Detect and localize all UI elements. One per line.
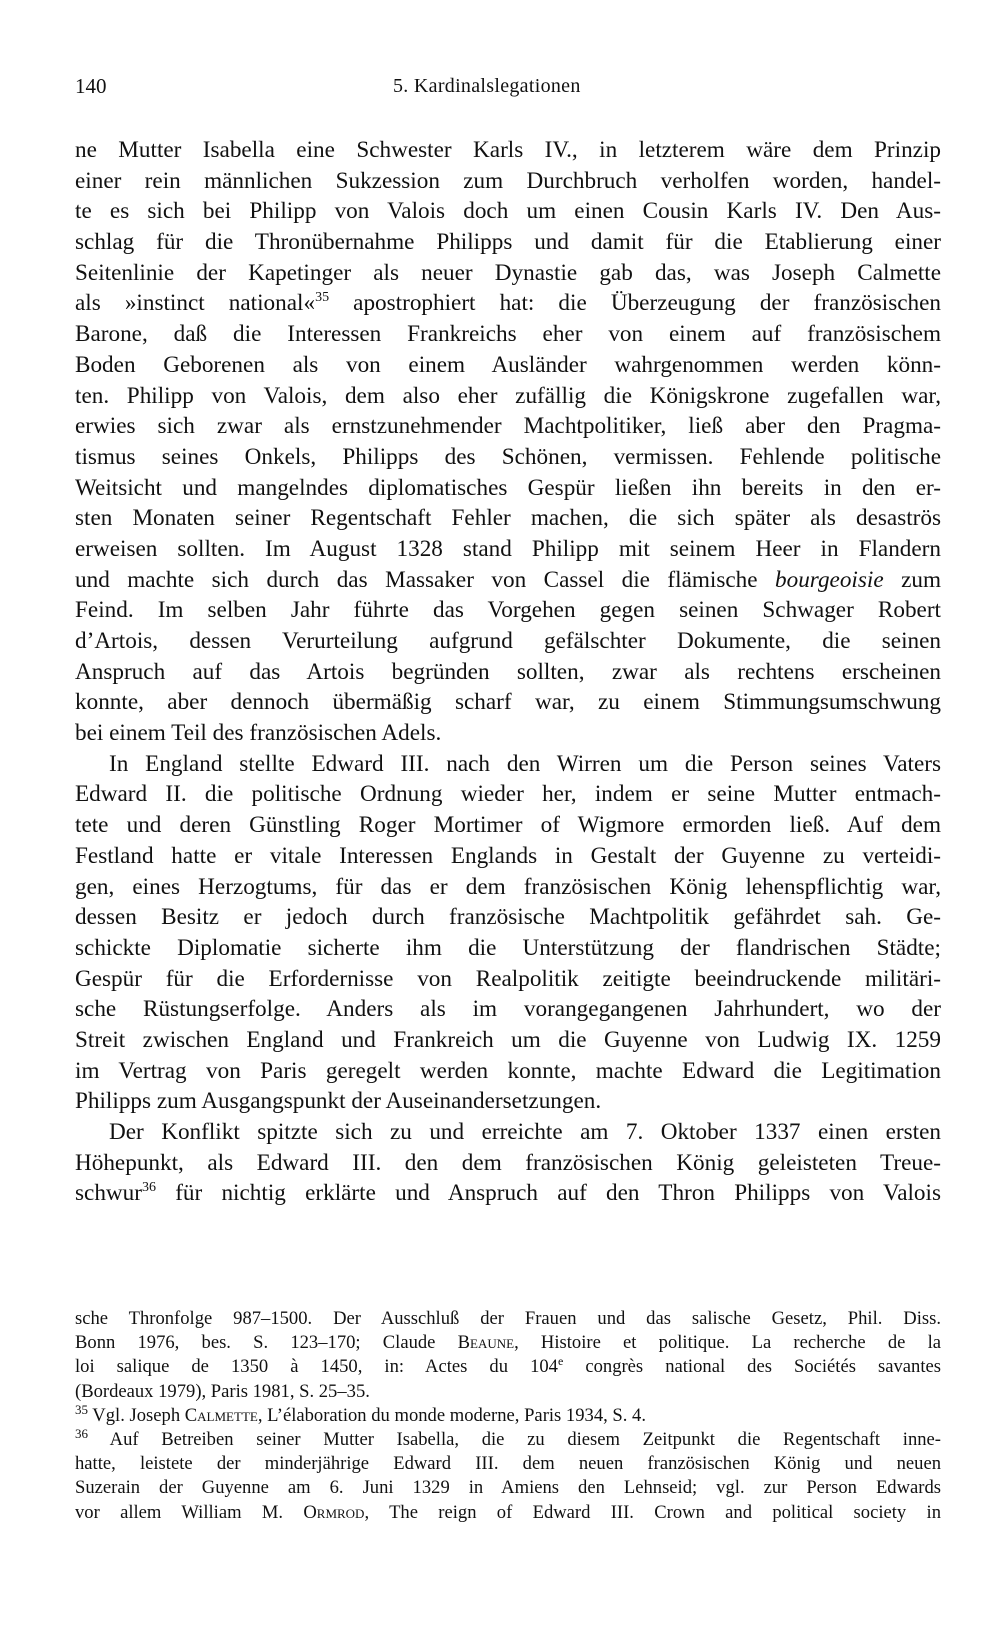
text-line: konnte, aber dennoch übermäßig scharf war, zu einem Stimmungsumschwung bbox=[75, 689, 941, 716]
footnote-text: Bonn 1976, bes. S. 123–170; Claude bbox=[75, 1332, 458, 1354]
text-line: erweisen sollten. Im August 1328 stand Philipp mit seinem Heer in Flandern bbox=[75, 535, 941, 562]
footnote-text: hatte, leistete der minderjährige Edward III. dem neuen französischen König und neuen bbox=[75, 1453, 941, 1475]
text-line: schlag für die Thronübernahme Philipps und damit für die Etablierung einer bbox=[75, 229, 941, 256]
footnote-line bbox=[75, 1425, 941, 1452]
page-number: 140 bbox=[75, 74, 107, 98]
footnote-ref: 36 bbox=[141, 1180, 156, 1196]
text-line: Boden Geborenen als von einem Ausländer wahrgenommen werden könn- bbox=[75, 351, 941, 378]
footnote-text: vor allem William M. bbox=[75, 1501, 304, 1523]
text-line: schickte Diplomatie sicherte ihm die Unterstützung der flandrischen Städte; bbox=[75, 934, 941, 961]
text-line: Feind. Im selben Jahr führte das Vorgehen gegen seinen Schwager Robert bbox=[75, 597, 941, 624]
footnote-line bbox=[75, 1331, 941, 1355]
page-header bbox=[75, 74, 941, 104]
author-name: Beaune bbox=[457, 1332, 515, 1354]
text-line: erwies sich zwar als ernstzunehmender Machtpolitiker, ließ aber den Pragma- bbox=[75, 413, 941, 440]
text-line: Gespür für die Erfordernisse von Realpolitik zeitigte beeindruckende militäri- bbox=[75, 965, 941, 992]
text-line: Weitsicht und mangelndes diplomatisches Gespür ließen ihn bereits in den er- bbox=[75, 474, 941, 501]
footnote-text: congrès national des Sociétés savantes bbox=[563, 1356, 941, 1378]
footnote-number: 36 bbox=[75, 1425, 88, 1441]
text-line: Barone, daß die Interessen Frankreichs eher von einem auf französischem bbox=[75, 321, 941, 348]
footnote-line bbox=[75, 1501, 941, 1525]
superscript: e bbox=[557, 1354, 564, 1369]
footnote-ref: 35 bbox=[315, 290, 330, 306]
footnote-text: , The reign of Edward III. Crown and political society in bbox=[364, 1501, 941, 1523]
main-text bbox=[75, 135, 941, 1209]
text-line: gen, eines Herzogtums, für das er dem französischen König lehenspflichtig war, bbox=[75, 873, 941, 900]
footnote-number: 35 bbox=[75, 1401, 88, 1417]
footnote-line bbox=[75, 1452, 941, 1476]
text-line: Der Konflikt spitzte sich zu und erreichte am 7. Oktober 1337 einen ersten bbox=[109, 1119, 941, 1145]
footnote-line bbox=[75, 1476, 941, 1500]
text-line: einer rein männlichen Sukzession zum Durchbruch verholfen worden, handel- bbox=[75, 167, 941, 194]
text-line: dessen Besitz er jedoch durch französische Machtpolitik gefährdet sah. Ge- bbox=[75, 904, 941, 931]
text-line: Streit zwischen England und Frankreich um die Guyenne von Ludwig IX. 1259 bbox=[75, 1026, 941, 1053]
footnote-line bbox=[75, 1355, 941, 1379]
footnote-text: loi salique de 1350 à 1450, in: Actes du 104 bbox=[75, 1356, 558, 1378]
text-line: im Vertrag von Paris geregelt werden konnte, machte Edward die Legitimation bbox=[75, 1057, 941, 1084]
text-segment: zum bbox=[883, 566, 942, 593]
footnote-line bbox=[75, 1380, 941, 1404]
text-line: In England stellte Edward III. nach den Wirren um die Person seines Vaters bbox=[109, 750, 941, 777]
footnote-text: Suzerain der Guyenne am 6. Juni 1329 in Amiens den Lehnseid; vgl. zur Person Edwards bbox=[75, 1477, 941, 1499]
footnotes bbox=[75, 1307, 941, 1525]
text-segment: als »instinct national« bbox=[75, 290, 316, 317]
footnote-text: (Bordeaux 1979), Paris 1981, S. 25–35. bbox=[75, 1380, 370, 1402]
text-line: Seitenlinie der Kapetinger als neuer Dynastie gab das, was Joseph Calmette bbox=[75, 259, 941, 286]
text-line: Festland hatte er vitale Interessen Englands in Gestalt der Guyenne zu verteidi- bbox=[75, 842, 941, 869]
text-line: ne Mutter Isabella eine Schwester Karls IV., in letzterem wäre dem Prinzip bbox=[75, 137, 941, 163]
text-line: ten. Philipp von Valois, dem also eher zufällig die Königskrone zugefallen war, bbox=[75, 382, 941, 409]
text-line bbox=[75, 565, 941, 596]
footnote-text: Vgl. Joseph bbox=[88, 1404, 185, 1426]
text-line: d’Artois, dessen Verurteilung aufgrund gefälschter Dokumente, die seinen bbox=[75, 628, 941, 654]
italic-term: bourgeoisie bbox=[775, 566, 884, 593]
author-name: Calmette bbox=[184, 1404, 258, 1426]
text-line: Höhepunkt, als Edward III. den dem französischen König geleisteten Treue- bbox=[75, 1149, 941, 1176]
text-line: sten Monaten seiner Regentschaft Fehler machen, die sich später als desaströs bbox=[75, 505, 941, 532]
text-line: bei einem Teil des französischen Adels. bbox=[75, 720, 442, 747]
footnote-text: , Histoire et politique. La recherche de la bbox=[514, 1332, 941, 1354]
footnote-text: Auf Betreiben seiner Mutter Isabella, die zu diesem Zeitpunkt die Regentschaft inne- bbox=[88, 1428, 941, 1450]
running-head: 5. Kardinalslegationen bbox=[393, 75, 581, 97]
footnote-line bbox=[75, 1307, 941, 1331]
text-line bbox=[75, 1178, 941, 1209]
text-segment: apostrophiert hat: die Überzeugung der französischen bbox=[329, 290, 941, 317]
text-line: tismus seines Onkels, Philipps des Schönen, vermissen. Fehlende politische bbox=[75, 443, 941, 470]
text-segment: schwur bbox=[75, 1180, 142, 1207]
text-line: te es sich bei Philipp von Valois doch um einen Cousin Karls IV. Den Aus- bbox=[75, 198, 941, 225]
footnote-text: , L’élaboration du monde moderne, Paris 1934, S. 4. bbox=[257, 1404, 646, 1426]
text-segment: und machte sich durch das Massaker von Cassel die flämische bbox=[75, 566, 775, 593]
text-segment: für nichtig erklärte und Anspruch auf den Thron Philipps von Valois bbox=[155, 1180, 941, 1207]
author-name: Ormrod bbox=[303, 1501, 365, 1523]
text-line: Anspruch auf das Artois begründen sollten, zwar als rechtens erscheinen bbox=[75, 658, 941, 685]
text-line bbox=[75, 288, 941, 319]
text-line: tete und deren Günstling Roger Mortimer of Wigmore ermorden ließ. Auf dem bbox=[75, 812, 941, 839]
text-line: sche Rüstungserfolge. Anders als im vorangegangenen Jahrhundert, wo der bbox=[75, 996, 941, 1023]
footnote-line bbox=[75, 1401, 941, 1428]
footnote-text: sche Thronfolge 987–1500. Der Ausschluß der Frauen und das salische Gesetz, Phil. Diss. bbox=[75, 1308, 941, 1329]
text-line: Philipps zum Ausgangspunkt der Auseinandersetzungen. bbox=[75, 1088, 602, 1115]
text-line: Edward II. die politische Ordnung wieder her, indem er seine Mutter entmach- bbox=[75, 781, 941, 808]
